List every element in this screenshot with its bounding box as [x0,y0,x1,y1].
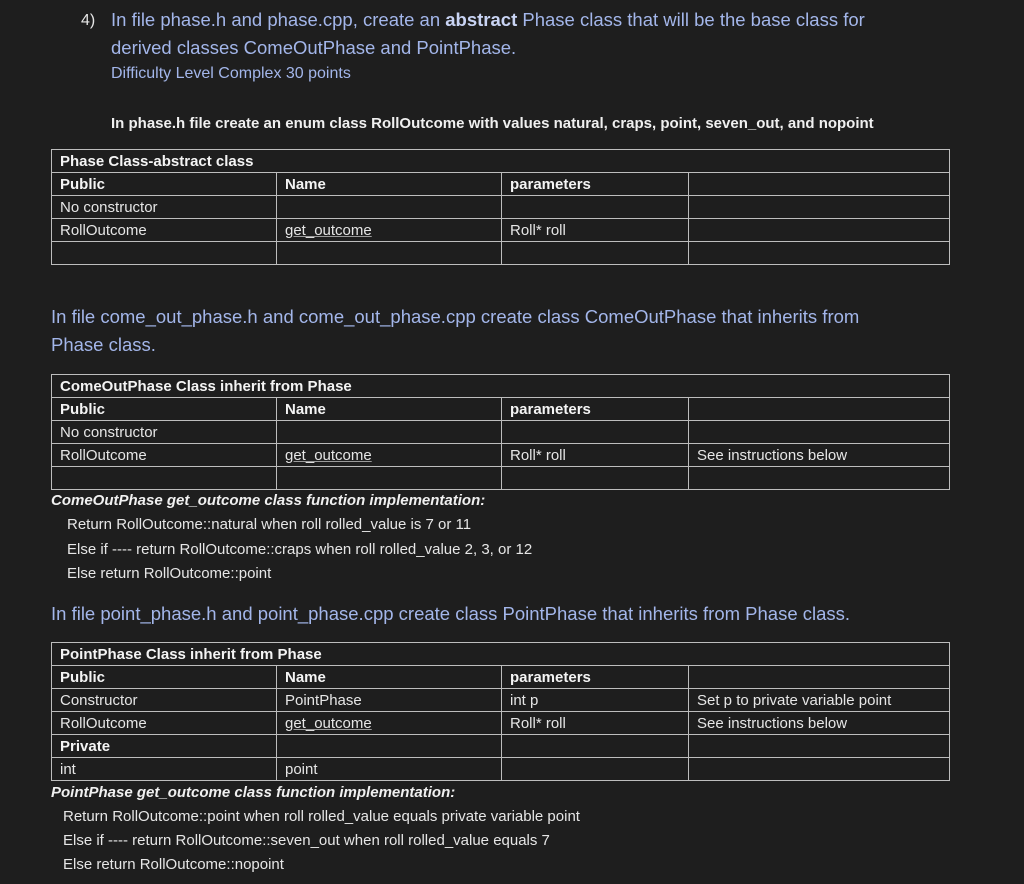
table-cell: Constructor [52,689,277,712]
heading-bold-word: abstract [445,9,518,30]
table-cell: int [52,758,277,781]
table-cell: Private [52,735,277,758]
header-cell: Name [277,173,502,196]
table-cell [689,421,950,444]
header-cell [689,173,950,196]
table-cell [277,421,502,444]
header-cell: parameters [502,666,689,689]
table-cell [502,242,689,265]
header-cell: Name [277,666,502,689]
comeout-class-table [51,374,950,490]
table-cell: Set p to private variable point [689,689,950,712]
table-cell: point [277,758,502,781]
header-cell: parameters [502,173,689,196]
table-row [52,421,950,444]
table-cell: RollOutcome [52,219,277,242]
table-row [52,735,950,758]
heading-text-part1: In file phase.h and phase.cpp, create an [111,9,441,30]
section1-heading-line2: derived classes ComeOutPhase and PointPhase. [111,37,517,58]
table-cell [277,467,502,490]
comeout-impl-line: Return RollOutcome::natural when roll rolled_value is 7 or 11 [67,516,472,533]
method-name: get_outcome [285,714,372,732]
header-cell: Public [52,398,277,421]
table-cell [689,196,950,219]
table-cell [277,196,502,219]
pointphase-impl-line: Else if ---- return RollOutcome::seven_out when roll rolled_value equals 7 [63,832,550,849]
method-name: get_outcome [285,446,372,464]
table-cell [689,735,950,758]
table-cell [689,242,950,265]
table-cell: See instructions below [689,712,950,735]
table-cell: See instructions below [689,444,950,467]
table-cell [52,467,277,490]
comeout-impl-line: Else if ---- return RollOutcome::craps when roll rolled_value 2, 3, or 12 [67,541,533,558]
table-header-row [52,398,950,421]
method-name: get_outcome [285,221,372,239]
difficulty-label: Difficulty Level Complex 30 points [111,65,351,82]
table-cell [277,242,502,265]
table-row [52,467,950,490]
pointphase-impl-line: Else return RollOutcome::nopoint [63,856,284,873]
table-row [52,758,950,781]
header-cell: Public [52,173,277,196]
header-cell: parameters [502,398,689,421]
comeout-impl-title: ComeOutPhase get_outcome class function implementation: [51,492,486,509]
table-title-row [52,643,950,666]
header-cell [689,666,950,689]
table-row [52,242,950,265]
table-cell: Roll* roll [502,219,689,242]
table-cell [689,219,950,242]
table-cell [277,735,502,758]
table-title-row [52,375,950,398]
table-title: PointPhase Class inherit from Phase [52,643,950,666]
table-row [52,689,950,712]
header-cell: Name [277,398,502,421]
section1-heading-line1 [111,6,865,34]
table-cell: Roll* roll [502,444,689,467]
table-cell [277,444,502,467]
table-cell: No constructor [52,196,277,219]
table-cell: No constructor [52,421,277,444]
table-row [52,196,950,219]
heading-text-part2: Phase class that will be the base class for [522,9,865,30]
table-cell [502,758,689,781]
table-cell: RollOutcome [52,444,277,467]
section2-heading-line2: Phase class. [51,334,156,355]
table-cell [277,219,502,242]
phase-class-table [51,149,950,265]
header-cell: Public [52,666,277,689]
table-header-row [52,173,950,196]
table-cell [52,242,277,265]
table-cell: int p [502,689,689,712]
table-row [52,444,950,467]
table-row [52,219,950,242]
table-cell: RollOutcome [52,712,277,735]
table-cell [502,735,689,758]
table-title: Phase Class-abstract class [52,150,950,173]
item-number: 4) [81,12,96,29]
header-cell [689,398,950,421]
table-cell: Roll* roll [502,712,689,735]
table-title: ComeOutPhase Class inherit from Phase [52,375,950,398]
pointphase-impl-line: Return RollOutcome::point when roll rolled_value equals private variable point [63,808,580,825]
table-cell [502,421,689,444]
table-cell [502,467,689,490]
comeout-impl-line: Else return RollOutcome::point [67,565,272,582]
table-title-row [52,150,950,173]
table-cell [689,758,950,781]
table-header-row [52,666,950,689]
pointphase-class-table [51,642,950,781]
section2-heading-line1: In file come_out_phase.h and come_out_phase.cpp create class ComeOutPhase that inherits from [51,306,860,327]
table-cell [689,467,950,490]
table-cell [502,196,689,219]
table-cell: PointPhase [277,689,502,712]
enum-instruction: In phase.h file create an enum class RollOutcome with values natural, craps, point, seven_out, and nopoint [111,115,874,132]
pointphase-impl-title: PointPhase get_outcome class function implementation: [51,784,456,801]
section3-heading: In file point_phase.h and point_phase.cpp create class PointPhase that inherits from Phase class. [51,603,851,624]
table-row [52,712,950,735]
table-cell [277,712,502,735]
